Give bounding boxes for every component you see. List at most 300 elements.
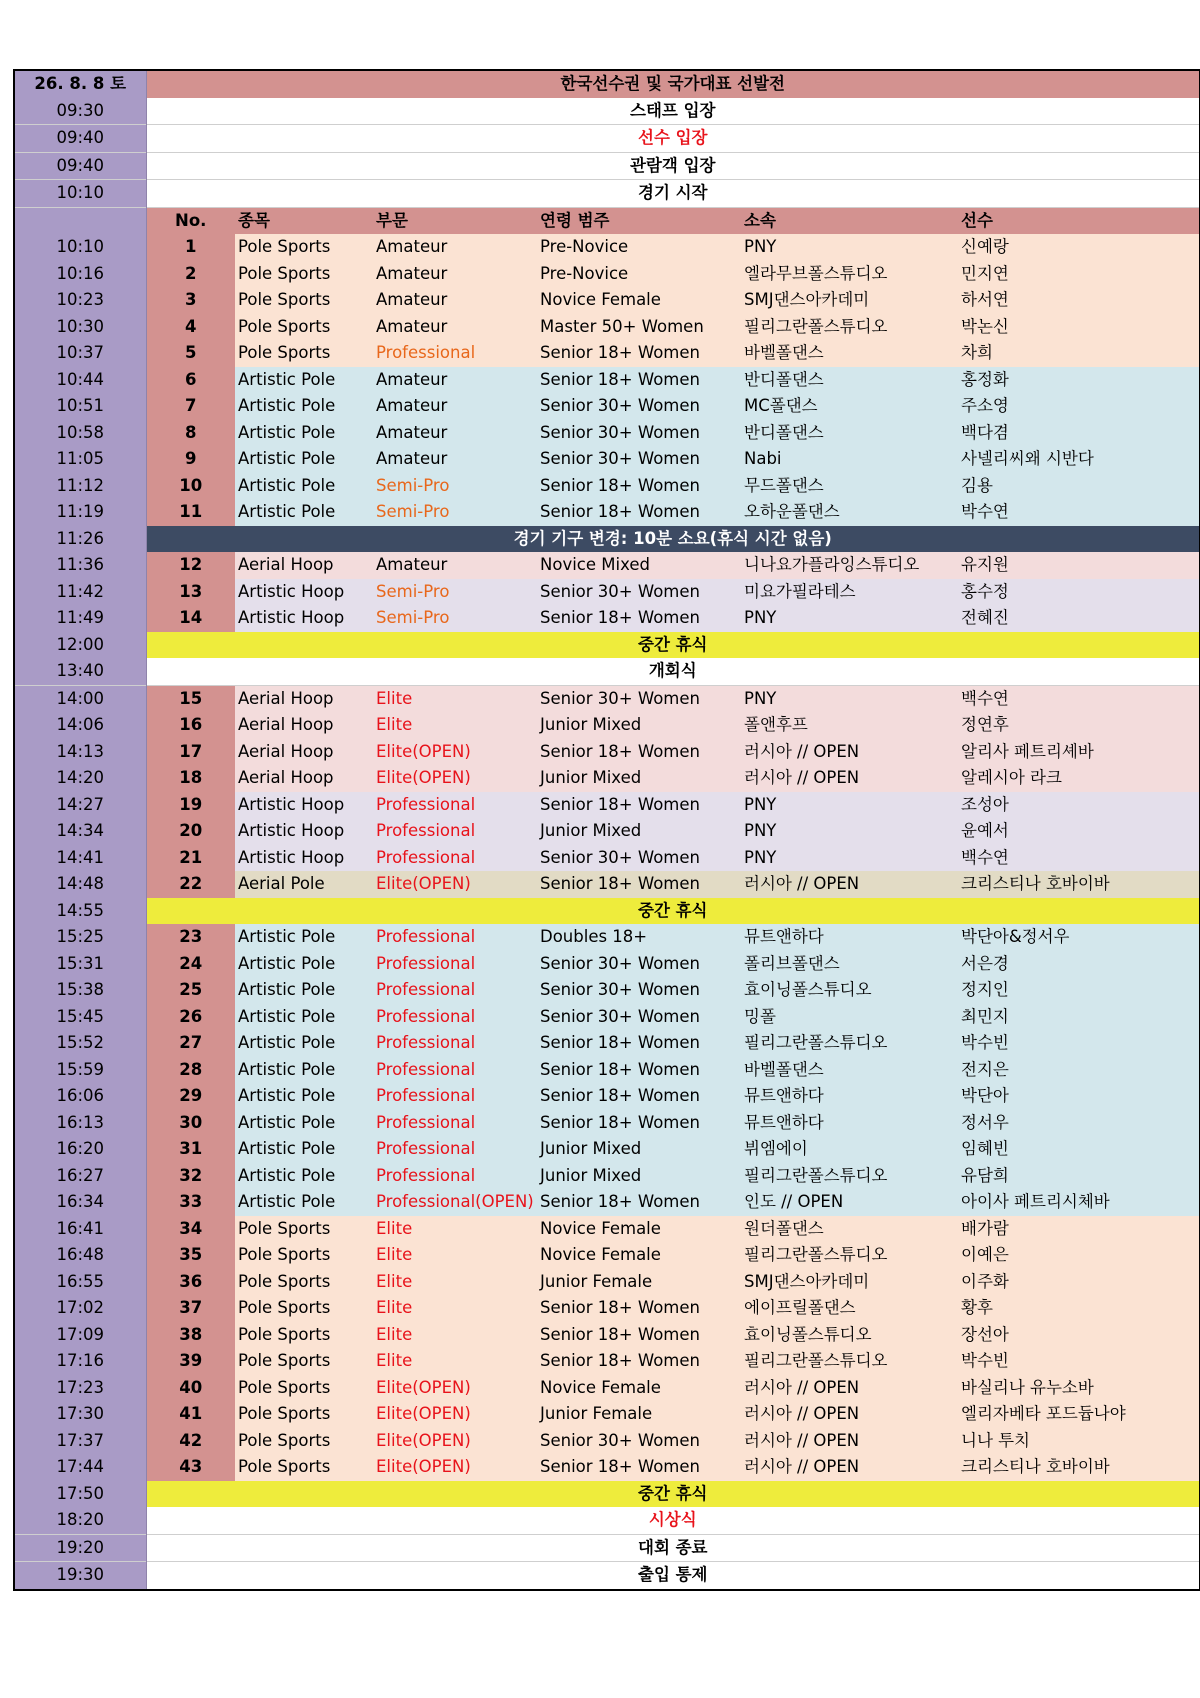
division-cell: Elite [373,685,537,712]
time-cell: 17:16 [14,1348,146,1375]
time-cell: 10:58 [14,420,146,447]
athlete-cell: 유지원 [958,552,1200,579]
athlete-cell: 박수연 [958,499,1200,526]
event-cell: Artistic Pole [235,1163,373,1190]
entry-number: 6 [146,367,235,394]
time-cell: 16:06 [14,1083,146,1110]
program-row [14,658,1200,685]
table-row [14,712,1200,739]
table-row [14,765,1200,792]
col-header-no: No. [146,207,235,234]
time-cell: 14:27 [14,792,146,819]
athlete-cell: 하서연 [958,287,1200,314]
event-cell: Artistic Pole [235,1030,373,1057]
athlete-cell: 정연후 [958,712,1200,739]
table-row [14,314,1200,341]
time-cell: 10:37 [14,340,146,367]
athlete-cell: 임혜빈 [958,1136,1200,1163]
break-row [14,1481,1200,1508]
athlete-cell: 서은경 [958,951,1200,978]
division-cell: Professional [373,792,537,819]
table-row [14,393,1200,420]
table-row [14,845,1200,872]
age-category-cell: Senior 18+ Women [537,1295,741,1322]
col-header-affiliation: 소속 [741,207,958,234]
age-category-cell: Senior 30+ Women [537,446,741,473]
time-cell: 10:23 [14,287,146,314]
entry-number: 35 [146,1242,235,1269]
time-cell: 14:13 [14,739,146,766]
entry-number: 23 [146,924,235,951]
time-header-cell [14,207,146,234]
table-row [14,977,1200,1004]
event-cell: Artistic Pole [235,446,373,473]
table-row [14,1454,1200,1481]
event-cell: Pole Sports [235,340,373,367]
table-row [14,605,1200,632]
age-category-cell: Junior Female [537,1401,741,1428]
event-cell: Artistic Pole [235,1136,373,1163]
table-row [14,924,1200,951]
athlete-cell: 백다겸 [958,420,1200,447]
division-cell: Amateur [373,420,537,447]
entry-number: 36 [146,1269,235,1296]
age-category-cell: Novice Female [537,1375,741,1402]
affiliation-cell: 뮤트앤하다 [741,1110,958,1137]
athlete-cell: 주소영 [958,393,1200,420]
athlete-cell: 장선아 [958,1322,1200,1349]
athlete-cell: 정서우 [958,1110,1200,1137]
table-row [14,951,1200,978]
age-category-cell: Pre-Novice [537,234,741,261]
event-cell: Pole Sports [235,1428,373,1455]
athlete-cell: 박단아 [958,1083,1200,1110]
entry-number: 17 [146,739,235,766]
affiliation-cell: 러시아 // OPEN [741,739,958,766]
schedule-table [13,69,1200,1591]
table-row [14,499,1200,526]
age-category-cell: Senior 18+ Women [537,499,741,526]
table-row [14,234,1200,261]
entry-number: 32 [146,1163,235,1190]
age-category-cell: Senior 30+ Women [537,977,741,1004]
affiliation-cell: 효이닝폴스튜디오 [741,977,958,1004]
program-row [14,1507,1200,1534]
division-cell: Professional [373,1163,537,1190]
athlete-cell: 조성아 [958,792,1200,819]
age-category-cell: Senior 30+ Women [537,393,741,420]
time-cell: 10:51 [14,393,146,420]
event-cell: Artistic Pole [235,473,373,500]
affiliation-cell: 무드폴댄스 [741,473,958,500]
time-cell: 16:41 [14,1216,146,1243]
affiliation-cell: 러시아 // OPEN [741,1401,958,1428]
division-cell: Elite(OPEN) [373,765,537,792]
athlete-cell: 박단아&정서우 [958,924,1200,951]
time-cell: 10:16 [14,261,146,288]
affiliation-cell: 미요가필라테스 [741,579,958,606]
division-cell: Professional [373,818,537,845]
event-cell: Artistic Pole [235,1083,373,1110]
athlete-cell: 백수연 [958,845,1200,872]
time-cell: 09:40 [14,125,146,153]
athlete-cell: 전혜진 [958,605,1200,632]
athlete-cell: 크리스티나 호바이바 [958,1454,1200,1481]
athlete-cell: 신예랑 [958,234,1200,261]
athlete-cell: 홍정화 [958,367,1200,394]
age-category-cell: Junior Mixed [537,765,741,792]
table-row [14,871,1200,898]
time-cell: 14:34 [14,818,146,845]
table-row [14,446,1200,473]
age-category-cell: Senior 18+ Women [537,473,741,500]
event-cell: Artistic Hoop [235,845,373,872]
event-cell: Pole Sports [235,1322,373,1349]
entry-number: 41 [146,1401,235,1428]
entry-number: 5 [146,340,235,367]
program-label: 개회식 [146,658,1200,685]
entry-number: 25 [146,977,235,1004]
affiliation-cell: 인도 // OPEN [741,1189,958,1216]
age-category-cell: Junior Female [537,1269,741,1296]
entry-number: 12 [146,552,235,579]
division-cell: Professional [373,951,537,978]
athlete-cell: 사넬리씨왜 시반다 [958,446,1200,473]
event-cell: Aerial Hoop [235,739,373,766]
time-cell: 17:50 [14,1481,146,1508]
affiliation-cell: 러시아 // OPEN [741,1428,958,1455]
athlete-cell: 홍수정 [958,579,1200,606]
time-cell: 19:30 [14,1562,146,1590]
time-cell: 17:02 [14,1295,146,1322]
break-row [14,898,1200,925]
division-cell: Semi-Pro [373,473,537,500]
division-cell: Elite [373,1216,537,1243]
affiliation-cell: 뮤트앤하다 [741,1083,958,1110]
time-cell: 14:48 [14,871,146,898]
affiliation-cell: 바벨폴댄스 [741,340,958,367]
affiliation-cell: PNY [741,792,958,819]
age-category-cell: Senior 18+ Women [537,1348,741,1375]
event-cell: Pole Sports [235,1242,373,1269]
athlete-cell: 이예은 [958,1242,1200,1269]
program-row [14,98,1200,125]
athlete-cell: 최민지 [958,1004,1200,1031]
time-cell: 14:06 [14,712,146,739]
table-row [14,1083,1200,1110]
entry-number: 24 [146,951,235,978]
time-cell: 15:52 [14,1030,146,1057]
event-cell: Aerial Hoop [235,685,373,712]
age-category-cell: Senior 30+ Women [537,1004,741,1031]
event-cell: Artistic Hoop [235,792,373,819]
program-row [14,152,1200,180]
affiliation-cell: 밍폴 [741,1004,958,1031]
age-category-cell: Senior 18+ Women [537,792,741,819]
division-cell: Professional [373,1110,537,1137]
event-cell: Artistic Pole [235,977,373,1004]
division-cell: Amateur [373,367,537,394]
event-cell: Aerial Hoop [235,552,373,579]
division-cell: Elite(OPEN) [373,871,537,898]
table-row [14,287,1200,314]
division-cell: Elite [373,712,537,739]
athlete-cell: 아이사 페트리시체바 [958,1189,1200,1216]
athlete-cell: 박수빈 [958,1348,1200,1375]
time-cell: 17:44 [14,1454,146,1481]
table-row [14,685,1200,712]
title-row [14,70,1200,98]
division-cell: Elite(OPEN) [373,1375,537,1402]
affiliation-cell: SMJ댄스아카데미 [741,1269,958,1296]
division-cell: Elite(OPEN) [373,1401,537,1428]
affiliation-cell: SMJ댄스아카데미 [741,287,958,314]
event-cell: Pole Sports [235,1348,373,1375]
event-cell: Aerial Hoop [235,712,373,739]
time-cell: 11:42 [14,579,146,606]
entry-number: 21 [146,845,235,872]
event-cell: Pole Sports [235,287,373,314]
apparatus-change-row [14,526,1200,553]
entry-number: 9 [146,446,235,473]
entry-number: 26 [146,1004,235,1031]
time-cell: 16:13 [14,1110,146,1137]
table-row [14,1030,1200,1057]
table-row [14,579,1200,606]
table-row [14,367,1200,394]
athlete-cell: 알리사 페트리셰바 [958,739,1200,766]
division-cell: Amateur [373,393,537,420]
affiliation-cell: PNY [741,818,958,845]
table-row [14,1136,1200,1163]
table-row [14,552,1200,579]
event-cell: Pole Sports [235,314,373,341]
age-category-cell: Senior 30+ Women [537,420,741,447]
athlete-cell: 정지인 [958,977,1200,1004]
age-category-cell: Senior 30+ Women [537,579,741,606]
time-cell: 10:10 [14,234,146,261]
time-cell: 18:20 [14,1507,146,1534]
table-row [14,1242,1200,1269]
entry-number: 22 [146,871,235,898]
affiliation-cell: 효이닝폴스튜디오 [741,1322,958,1349]
entry-number: 3 [146,287,235,314]
age-category-cell: Senior 18+ Women [537,1454,741,1481]
athlete-cell: 니나 투치 [958,1428,1200,1455]
table-row [14,1375,1200,1402]
entry-number: 29 [146,1083,235,1110]
affiliation-cell: 러시아 // OPEN [741,871,958,898]
program-label: 선수 입장 [146,125,1200,153]
division-cell: Elite [373,1295,537,1322]
table-row [14,1348,1200,1375]
athlete-cell: 이주화 [958,1269,1200,1296]
division-cell: Amateur [373,552,537,579]
athlete-cell: 전지은 [958,1057,1200,1084]
entry-number: 13 [146,579,235,606]
event-cell: Pole Sports [235,1269,373,1296]
event-cell: Pole Sports [235,1454,373,1481]
affiliation-cell: 러시아 // OPEN [741,1375,958,1402]
entry-number: 15 [146,685,235,712]
table-row [14,1163,1200,1190]
entry-number: 19 [146,792,235,819]
affiliation-cell: 러시아 // OPEN [741,765,958,792]
event-cell: Artistic Pole [235,1189,373,1216]
competition-title: 한국선수권 및 국가대표 선발전 [146,70,1200,98]
athlete-cell: 차희 [958,340,1200,367]
entry-number: 1 [146,234,235,261]
time-cell: 15:45 [14,1004,146,1031]
division-cell: Amateur [373,314,537,341]
division-cell: Professional [373,924,537,951]
age-category-cell: Novice Female [537,1216,741,1243]
age-category-cell: Senior 18+ Women [537,605,741,632]
athlete-cell: 윤예서 [958,818,1200,845]
entry-number: 18 [146,765,235,792]
entry-number: 4 [146,314,235,341]
entry-number: 8 [146,420,235,447]
time-cell: 16:55 [14,1269,146,1296]
time-cell: 17:37 [14,1428,146,1455]
division-cell: Professional [373,1083,537,1110]
division-cell: Professional(OPEN) [373,1189,537,1216]
col-header-event: 종목 [235,207,373,234]
age-category-cell: Doubles 18+ [537,924,741,951]
event-cell: Pole Sports [235,1375,373,1402]
table-row [14,1110,1200,1137]
table-row [14,1322,1200,1349]
program-label: 경기 기구 변경: 10분 소요(휴식 시간 없음) [146,526,1200,553]
event-cell: Artistic Hoop [235,605,373,632]
break-row [14,632,1200,659]
event-cell: Pole Sports [235,1216,373,1243]
event-cell: Aerial Pole [235,871,373,898]
program-label: 관람객 입장 [146,152,1200,180]
affiliation-cell: 필리그란폴스튜디오 [741,314,958,341]
time-cell: 10:44 [14,367,146,394]
affiliation-cell: PNY [741,845,958,872]
age-category-cell: Senior 18+ Women [537,367,741,394]
affiliation-cell: PNY [741,234,958,261]
program-row [14,1534,1200,1562]
athlete-cell: 황후 [958,1295,1200,1322]
break-label: 중간 휴식 [146,898,1200,925]
table-row [14,1295,1200,1322]
event-cell: Artistic Pole [235,924,373,951]
event-cell: Pole Sports [235,1401,373,1428]
entry-number: 30 [146,1110,235,1137]
affiliation-cell: Nabi [741,446,958,473]
athlete-cell: 민지연 [958,261,1200,288]
age-category-cell: Senior 18+ Women [537,871,741,898]
division-cell: Amateur [373,234,537,261]
table-row [14,739,1200,766]
age-category-cell: Novice Female [537,287,741,314]
table-row [14,1189,1200,1216]
affiliation-cell: 오하운폴댄스 [741,499,958,526]
division-cell: Elite(OPEN) [373,1428,537,1455]
entry-number: 34 [146,1216,235,1243]
event-cell: Artistic Pole [235,367,373,394]
program-row [14,125,1200,153]
entry-number: 20 [146,818,235,845]
col-header-division: 부문 [373,207,537,234]
table-row [14,1004,1200,1031]
athlete-cell: 배가람 [958,1216,1200,1243]
time-cell: 19:20 [14,1534,146,1562]
entry-number: 7 [146,393,235,420]
division-cell: Semi-Pro [373,499,537,526]
column-header-row [14,207,1200,234]
event-cell: Pole Sports [235,261,373,288]
age-category-cell: Novice Female [537,1242,741,1269]
table-row [14,473,1200,500]
age-category-cell: Novice Mixed [537,552,741,579]
table-row [14,792,1200,819]
affiliation-cell: 반디폴댄스 [741,420,958,447]
time-cell: 09:40 [14,152,146,180]
event-cell: Artistic Pole [235,1110,373,1137]
time-cell: 11:26 [14,526,146,553]
athlete-cell: 크리스티나 호바이바 [958,871,1200,898]
affiliation-cell: 필리그란폴스튜디오 [741,1348,958,1375]
table-row [14,1216,1200,1243]
affiliation-cell: 원더폴댄스 [741,1216,958,1243]
entry-number: 31 [146,1136,235,1163]
time-cell: 14:55 [14,898,146,925]
event-cell: Aerial Hoop [235,765,373,792]
event-cell: Artistic Hoop [235,579,373,606]
event-cell: Artistic Pole [235,1057,373,1084]
division-cell: Professional [373,1004,537,1031]
division-cell: Amateur [373,287,537,314]
time-cell: 10:10 [14,180,146,208]
age-category-cell: Senior 18+ Women [537,1083,741,1110]
time-cell: 15:31 [14,951,146,978]
affiliation-cell: 에이프릴폴댄스 [741,1295,958,1322]
age-category-cell: Master 50+ Women [537,314,741,341]
time-cell: 15:59 [14,1057,146,1084]
program-label: 스태프 입장 [146,98,1200,125]
affiliation-cell: 러시아 // OPEN [741,1454,958,1481]
time-cell: 17:30 [14,1401,146,1428]
affiliation-cell: 뷔엠에이 [741,1136,958,1163]
table-row [14,420,1200,447]
entry-number: 40 [146,1375,235,1402]
time-cell: 11:05 [14,446,146,473]
athlete-cell: 바실리나 유누소바 [958,1375,1200,1402]
time-cell: 15:38 [14,977,146,1004]
division-cell: Professional [373,1057,537,1084]
division-cell: Amateur [373,261,537,288]
athlete-cell: 백수연 [958,685,1200,712]
table-row [14,818,1200,845]
age-category-cell: Senior 18+ Women [537,340,741,367]
athlete-cell: 박수빈 [958,1030,1200,1057]
entry-number: 43 [146,1454,235,1481]
time-cell: 15:25 [14,924,146,951]
athlete-cell: 김용 [958,473,1200,500]
entry-number: 42 [146,1428,235,1455]
time-cell: 14:00 [14,685,146,712]
division-cell: Professional [373,845,537,872]
col-header-age: 연령 범주 [537,207,741,234]
event-cell: Artistic Pole [235,393,373,420]
affiliation-cell: 반디폴댄스 [741,367,958,394]
break-label: 중간 휴식 [146,632,1200,659]
affiliation-cell: 바벨폴댄스 [741,1057,958,1084]
